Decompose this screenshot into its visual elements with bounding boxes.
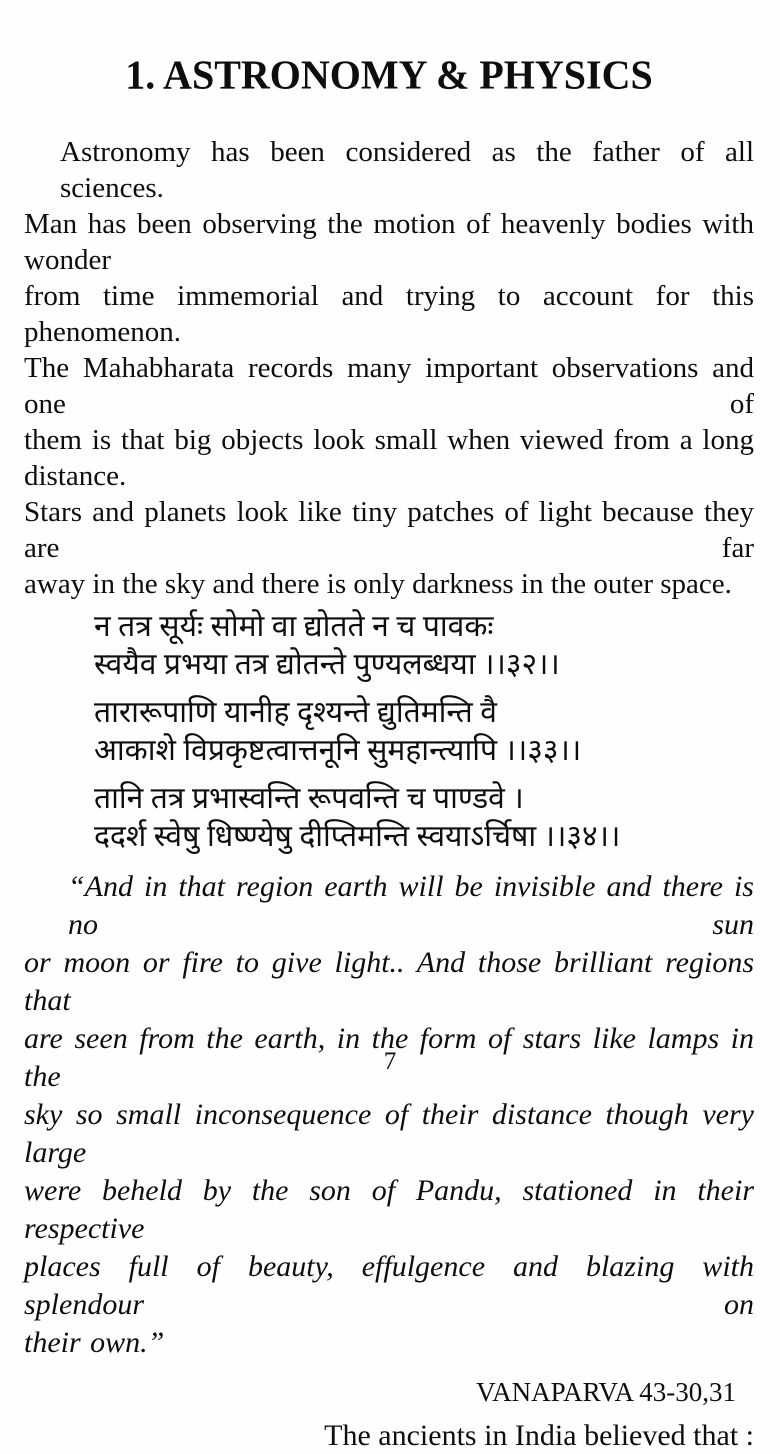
intro-line: Stars and planets look like tiny patches of light because they are far [24, 496, 754, 564]
translation-line: are seen from the earth, in the form of stars like lamps in the [24, 1022, 754, 1093]
translation-paragraph [24, 868, 754, 1362]
intro-line: from time immemorial and trying to account for this phenomenon. [24, 280, 754, 348]
page-title: 1. ASTRONOMY & PHYSICS [125, 51, 653, 98]
verse-line: ददर्श स्वेषु धिष्ण्येषु दीप्तिमन्ति स्वयाऽर्चिषा ।।३४।। [94, 820, 621, 853]
intro-paragraph [24, 134, 754, 602]
intro-line: away in the sky and there is only darkness in the outer space. [24, 568, 732, 600]
page-number: 7 [383, 1048, 397, 1075]
translation-line: “And in that region earth will be invisible and there is no sun [68, 870, 754, 941]
sanskrit-verse-34 [94, 780, 754, 856]
verse-line: न तत्र सूर्यः सोमो वा द्योतते न च पावकः [94, 610, 494, 643]
translation-line: or moon or fire to give light.. And those brilliant regions that [24, 946, 754, 1017]
sanskrit-verses [24, 608, 754, 856]
translation-line: places full of beauty, effulgence and blazing with splendour on [24, 1250, 754, 1321]
sanskrit-verse-33 [94, 694, 754, 770]
verse-line: तारारूपाणि यानीह दृश्यन्ते द्युतिमन्ति वै [94, 696, 497, 729]
sanskrit-verse-32 [94, 608, 754, 684]
verse-line: स्वयैव प्रभया तत्र द्योतन्ते पुण्यलब्धया ।।३२।। [94, 648, 560, 681]
intro-line: The Mahabharata records many important observations and one of [24, 352, 754, 420]
citation: VANAPARVA 43-30,31 [476, 1377, 736, 1407]
verse-line: आकाशे विप्रकृष्टत्वात्तनूनि सुमहान्त्यापि ।।३३।। [94, 734, 582, 767]
intro-line: them is that big objects look small when viewed from a long distance. [24, 424, 754, 492]
intro-line: Astronomy has been considered as the father of all sciences. [60, 136, 754, 204]
translation-line: were beheld by the son of Pandu, stationed in their respective [24, 1174, 754, 1245]
translation-line: sky so small inconsequence of their distance though very large [24, 1098, 754, 1169]
closing-line: The ancients in India believed that : [324, 1419, 754, 1452]
intro-line: Man has been observing the motion of heavenly bodies with wonder [24, 208, 754, 276]
translation-line: their own.” [24, 1326, 165, 1359]
verse-line: तानि तत्र प्रभास्वन्ति रूपवन्ति च पाण्डवे । [94, 782, 524, 815]
